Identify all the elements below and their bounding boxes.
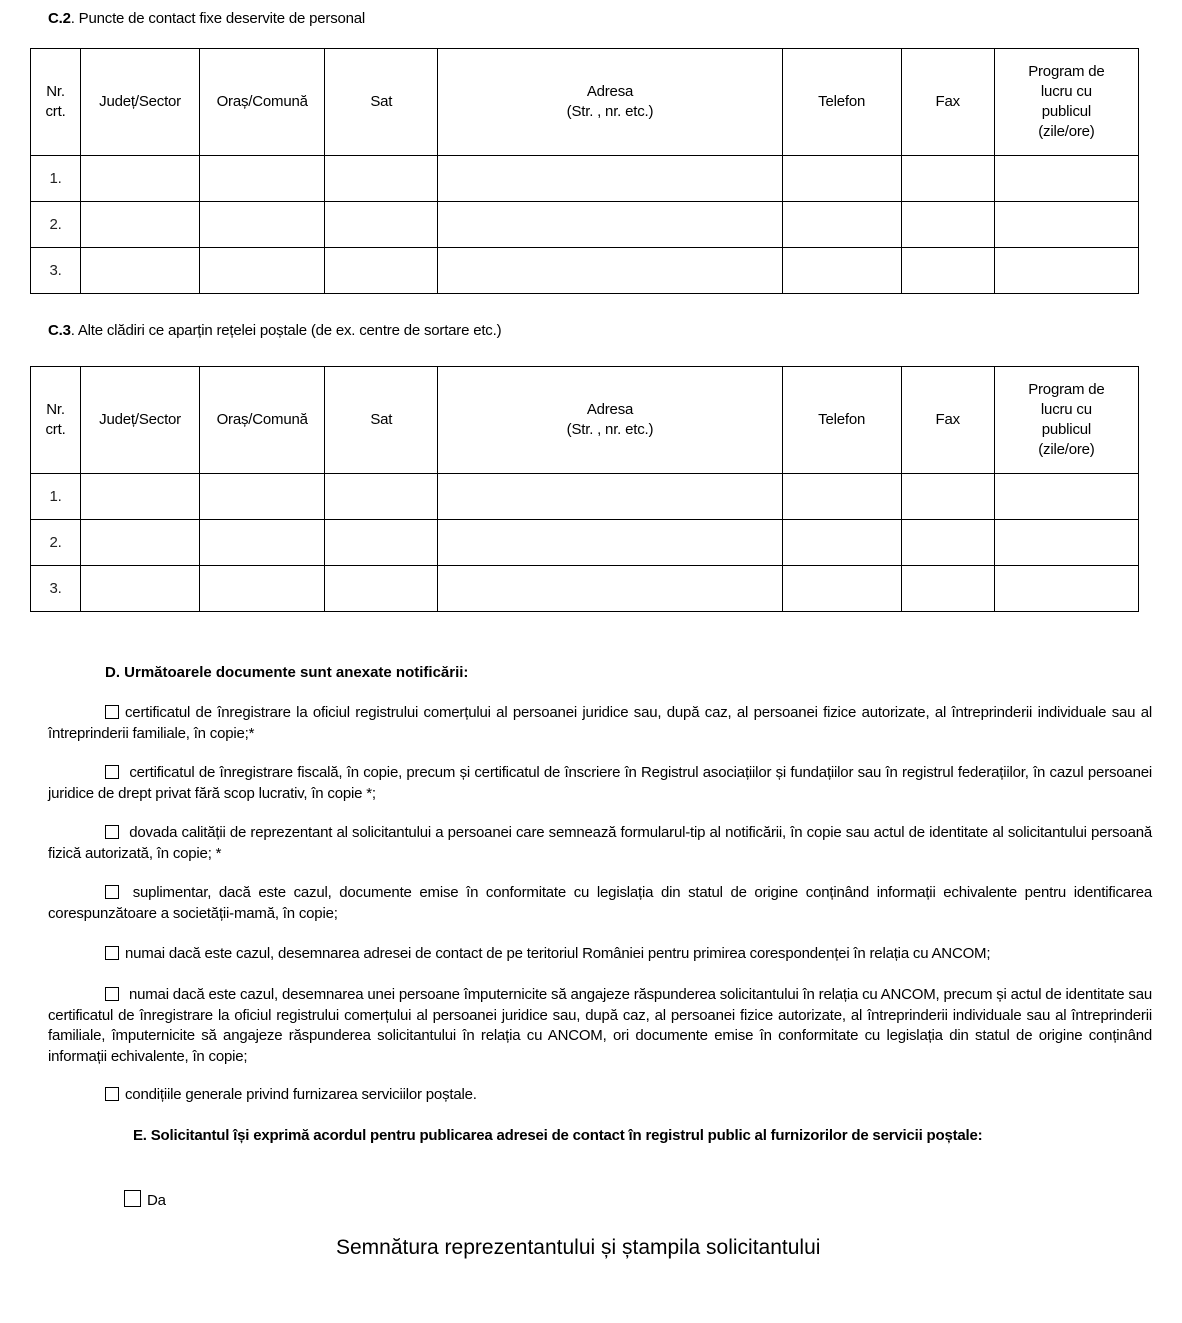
checkbox[interactable] <box>105 987 119 1001</box>
row-number: 3. <box>31 566 81 612</box>
section-d-heading: D. Următoarele documente sunt anexate notificării: <box>105 664 469 681</box>
table-header-row <box>31 49 1139 156</box>
header-sat: Sat <box>325 367 438 474</box>
document-item-text: condițiile generale privind furnizarea serviciilor poștale. <box>125 1086 477 1103</box>
cell-sat[interactable] <box>325 520 438 566</box>
document-item-text: dovada calității de reprezentant al solicitantului a persoanei care semnează formularul-tip al notificării, în copie sau actul de identitate al solicitantului persoană fizică autorizată, în copie; * <box>48 824 1152 862</box>
cell-program[interactable] <box>994 248 1138 294</box>
cell-fax[interactable] <box>901 202 994 248</box>
checkbox[interactable] <box>105 705 119 719</box>
table-row <box>31 202 1139 248</box>
header-oras: Oraș/Comună <box>200 367 325 474</box>
cell-telefon[interactable] <box>782 520 901 566</box>
section-c3-heading <box>48 322 501 339</box>
document-item-text: numai dacă este cazul, desemnarea adresei de contact de pe teritoriul României pentru primirea corespondenței în relația cu ANCOM; <box>125 945 991 962</box>
cell-oras[interactable] <box>200 474 325 520</box>
cell-telefon[interactable] <box>782 474 901 520</box>
cell-telefon[interactable] <box>782 202 901 248</box>
cell-adresa[interactable] <box>438 248 782 294</box>
cell-fax[interactable] <box>901 566 994 612</box>
section-c3-label: C.3 <box>48 322 71 339</box>
cell-telefon[interactable] <box>782 156 901 202</box>
cell-judet[interactable] <box>81 156 200 202</box>
cell-judet[interactable] <box>81 566 200 612</box>
cell-sat[interactable] <box>325 566 438 612</box>
document-item <box>48 985 1152 1067</box>
cell-adresa[interactable] <box>438 156 782 202</box>
section-c2-label: C.2 <box>48 10 71 27</box>
header-fax: Fax <box>901 367 994 474</box>
checkbox[interactable] <box>105 885 119 899</box>
document-item <box>48 944 1152 965</box>
header-nr: Nr. crt. <box>31 49 81 156</box>
consent-option <box>124 1190 166 1209</box>
cell-judet[interactable] <box>81 474 200 520</box>
cell-oras[interactable] <box>200 156 325 202</box>
cell-fax[interactable] <box>901 156 994 202</box>
contact-points-table <box>30 48 1139 294</box>
header-fax: Fax <box>901 49 994 156</box>
header-oras: Oraș/Comună <box>200 49 325 156</box>
cell-oras[interactable] <box>200 520 325 566</box>
header-adresa: Adresa (Str. , nr. etc.) <box>438 49 782 156</box>
cell-adresa[interactable] <box>438 566 782 612</box>
section-c3-title: . Alte clădiri ce aparțin rețelei poștale (de ex. centre de sortare etc.) <box>70 322 502 339</box>
table-row <box>31 156 1139 202</box>
cell-judet[interactable] <box>81 248 200 294</box>
document-item <box>48 883 1152 924</box>
document-item-text: numai dacă este cazul, desemnarea unei persoane împuternicite să angajeze răspunderea solicitantului în relația cu ANCOM, precum și actul de identitate sau certificatul de înregistrare la oficiul registrului comerțului al persoanei juridice sau, după caz, al persoanei fizice autorizate, al întreprinderii individuale sau al întreprinderii familiale, împuternicite să angajeze răspunderea solicitantului în relația cu ANCOM, ori documente emise în conformitate cu legislația din statul de origine conținând informații echivalente, în copie; <box>48 986 1152 1065</box>
row-number: 2. <box>31 202 81 248</box>
cell-fax[interactable] <box>901 474 994 520</box>
row-number: 2. <box>31 520 81 566</box>
consent-checkbox[interactable] <box>124 1190 141 1207</box>
cell-sat[interactable] <box>325 474 438 520</box>
table-row <box>31 474 1139 520</box>
section-c2-title: . Puncte de contact fixe deservite de personal <box>70 10 366 27</box>
checkbox[interactable] <box>105 765 119 779</box>
cell-telefon[interactable] <box>782 566 901 612</box>
cell-program[interactable] <box>994 202 1138 248</box>
document-item <box>48 703 1152 744</box>
document-item <box>48 823 1152 864</box>
cell-sat[interactable] <box>325 202 438 248</box>
cell-sat[interactable] <box>325 156 438 202</box>
document-item <box>48 763 1152 804</box>
header-telefon: Telefon <box>782 49 901 156</box>
cell-adresa[interactable] <box>438 520 782 566</box>
checkbox[interactable] <box>105 946 119 960</box>
other-buildings-table <box>30 366 1139 612</box>
cell-judet[interactable] <box>81 202 200 248</box>
document-item-text: suplimentar, dacă este cazul, documente emise în conformitate cu legislația din statul de origine conținând informații echivalente pentru identificarea corespunzătoare a societății-mamă, în copie; <box>48 884 1152 922</box>
header-program: Program de lucru cu publicul (zile/ore) <box>994 49 1138 156</box>
cell-adresa[interactable] <box>438 202 782 248</box>
cell-oras[interactable] <box>200 566 325 612</box>
row-number: 3. <box>31 248 81 294</box>
document-item <box>48 1085 1152 1106</box>
header-nr: Nr. crt. <box>31 367 81 474</box>
cell-program[interactable] <box>994 566 1138 612</box>
cell-program[interactable] <box>994 520 1138 566</box>
header-judet: Județ/Sector <box>81 49 200 156</box>
cell-fax[interactable] <box>901 520 994 566</box>
table-row <box>31 248 1139 294</box>
cell-telefon[interactable] <box>782 248 901 294</box>
table-header-row <box>31 367 1139 474</box>
row-number: 1. <box>31 474 81 520</box>
signature-label: Semnătura reprezentantului și ștampila solicitantului <box>336 1236 821 1259</box>
header-adresa: Adresa (Str. , nr. etc.) <box>438 367 782 474</box>
header-sat: Sat <box>325 49 438 156</box>
row-number: 1. <box>31 156 81 202</box>
cell-program[interactable] <box>994 156 1138 202</box>
section-c2-heading <box>48 10 365 27</box>
header-judet: Județ/Sector <box>81 367 200 474</box>
section-e-text: E. Solicitantul își exprimă acordul pentru publicarea adresei de contact în registrul public al furnizorilor de servicii poștale: <box>133 1127 983 1144</box>
document-item-text: certificatul de înregistrare fiscală, în copie, precum și certificatul de înscriere în Registrul asociațiilor și fundațiilor sau în registrul federațiilor, în cazul persoanei juridice de drept privat fără scop lucrativ, în copie *; <box>48 764 1152 802</box>
checkbox[interactable] <box>105 1087 119 1101</box>
consent-label: Da <box>147 1192 166 1209</box>
header-program: Program de lucru cu publicul (zile/ore) <box>994 367 1138 474</box>
cell-oras[interactable] <box>200 248 325 294</box>
cell-sat[interactable] <box>325 248 438 294</box>
table-row <box>31 520 1139 566</box>
header-telefon: Telefon <box>782 367 901 474</box>
cell-fax[interactable] <box>901 248 994 294</box>
document-item-text: certificatul de înregistrare la oficiul registrului comerțului al persoanei juridice sau, după caz, al persoanei fizice autorizate, al întreprinderii individuale sau al întreprinderii familiale, în copie;* <box>48 704 1152 742</box>
checkbox[interactable] <box>105 825 119 839</box>
cell-judet[interactable] <box>81 520 200 566</box>
section-e-heading <box>48 1126 1152 1146</box>
cell-adresa[interactable] <box>438 474 782 520</box>
cell-program[interactable] <box>994 474 1138 520</box>
cell-oras[interactable] <box>200 202 325 248</box>
table-row <box>31 566 1139 612</box>
